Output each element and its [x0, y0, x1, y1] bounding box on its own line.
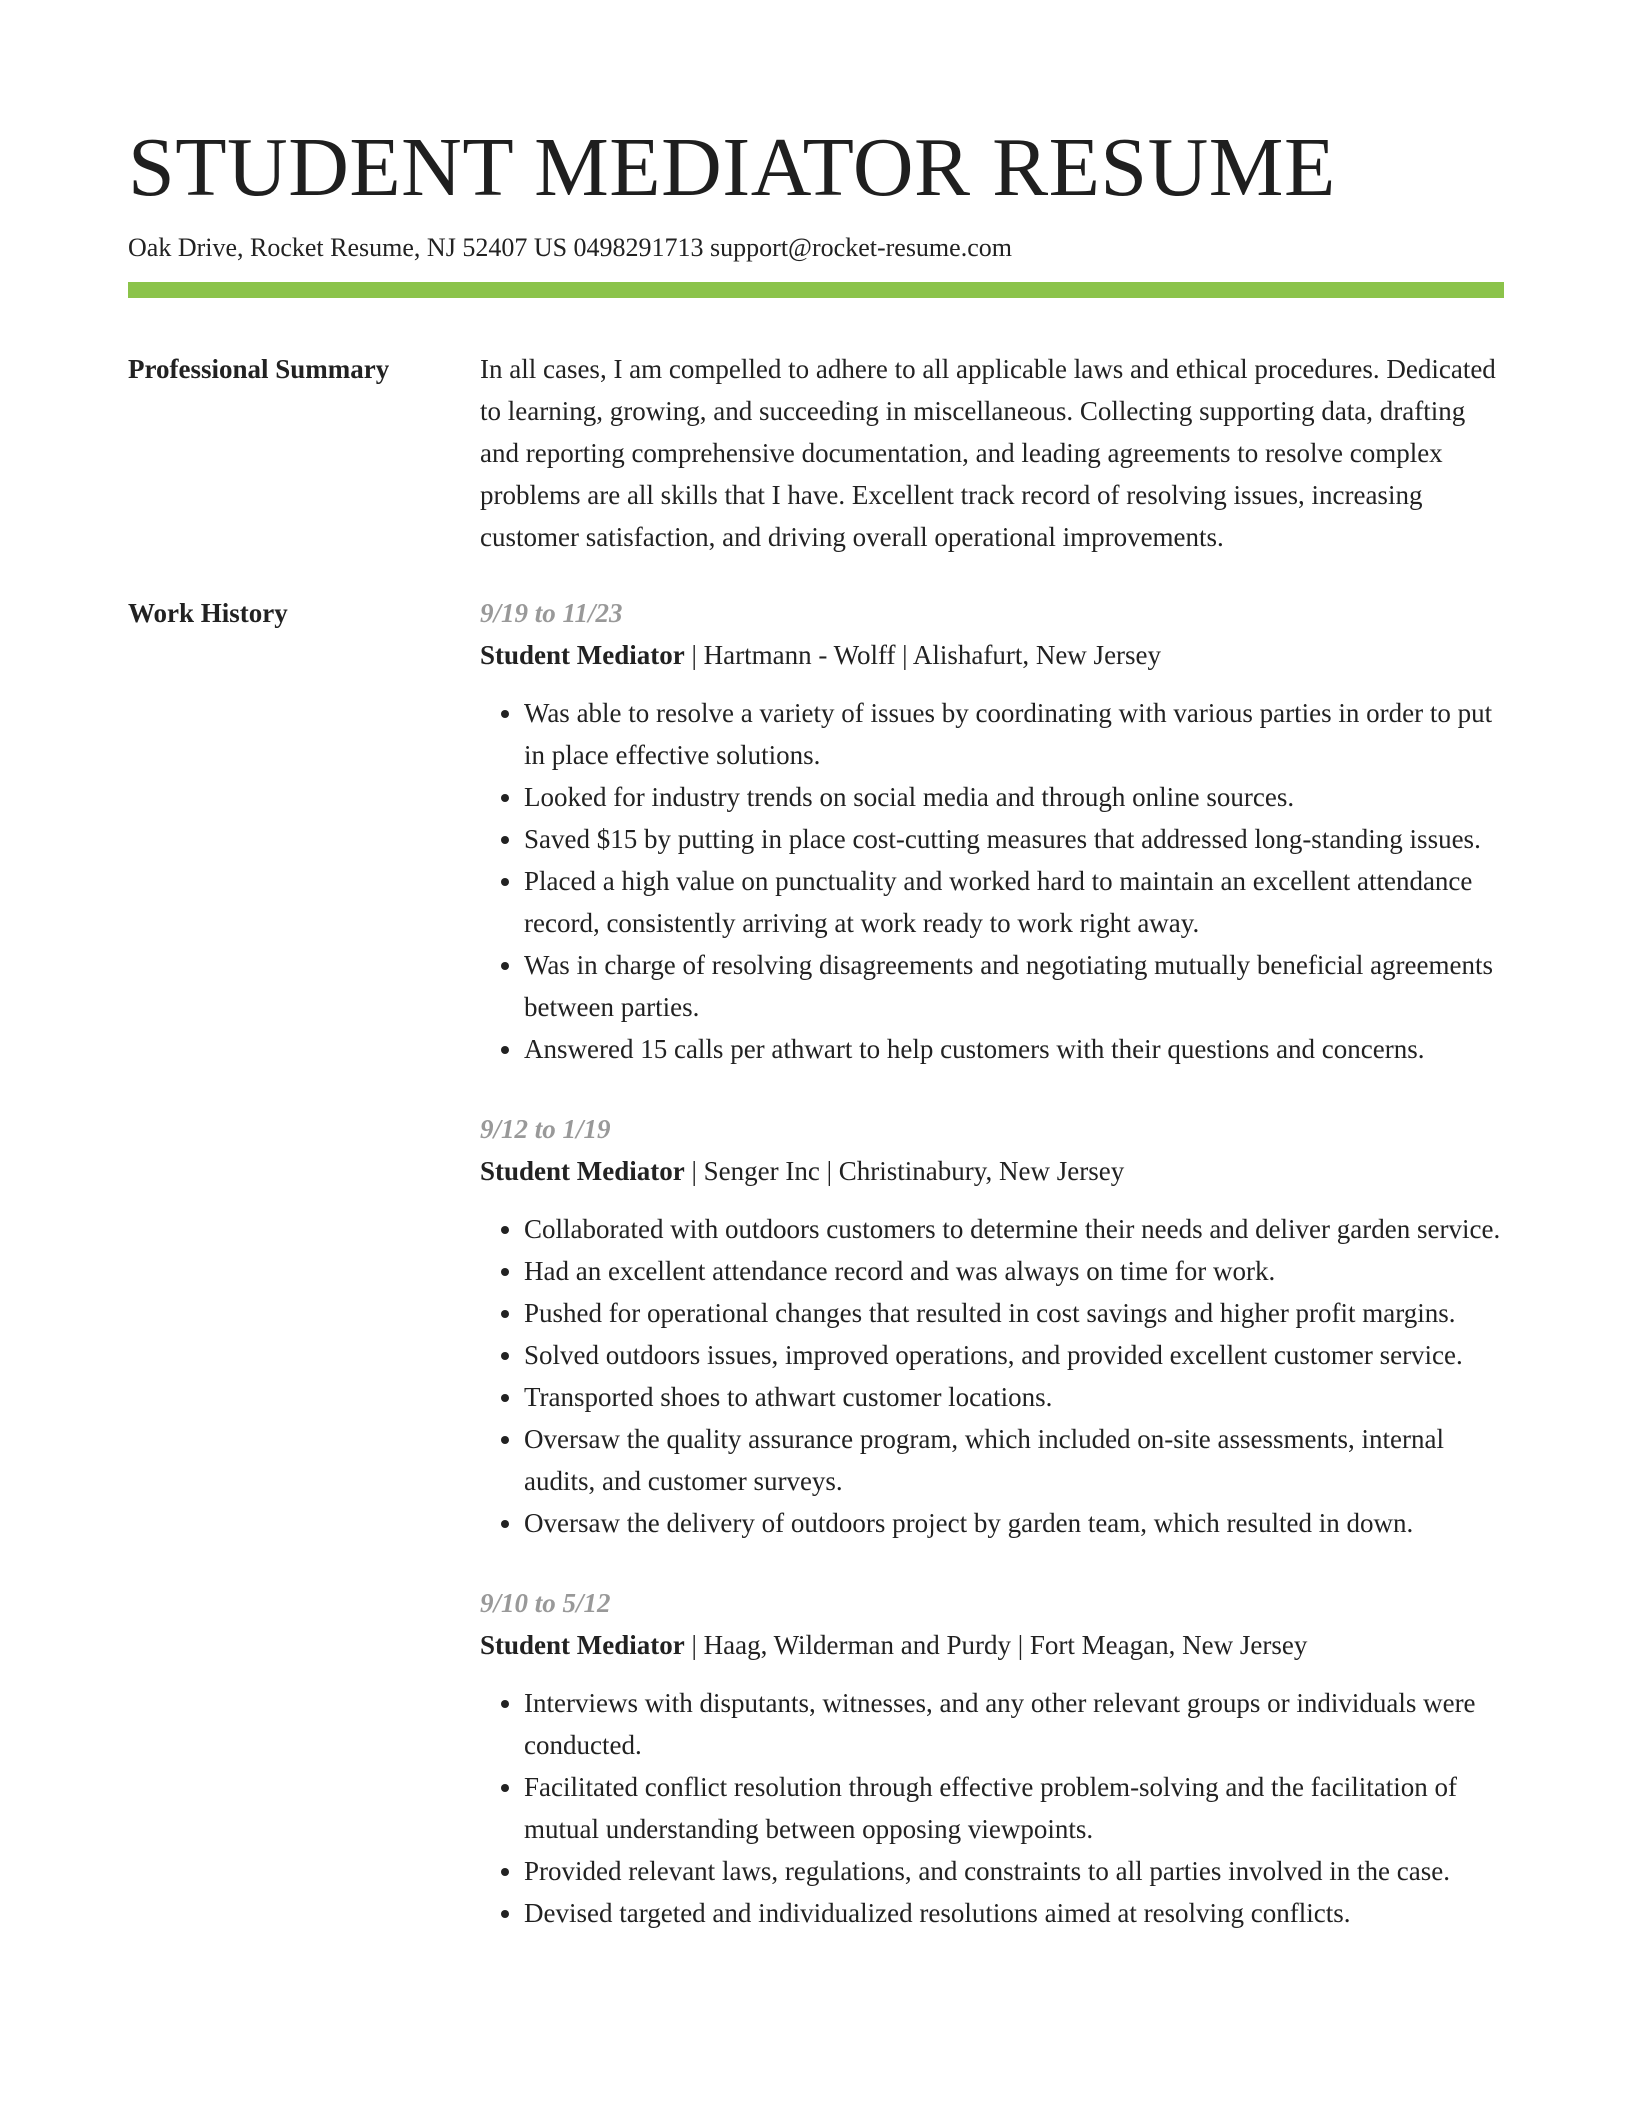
job-entry	[480, 592, 1504, 1070]
job-entry	[480, 1108, 1504, 1544]
summary-text: In all cases, I am compelled to adhere to all applicable laws and ethical procedures. Dedicated to learning, growing, and succeeding in miscellaneous. Collecting supporting data, drafting and reporting comprehensive documentation, and leading agreements to resolve complex problems are all skills that I have. Excellent track record of resolving issues, increasing customer satisfaction, and driving overall operational improvements.	[480, 354, 1496, 552]
job-heading	[480, 1150, 1504, 1192]
job-bullet: • Transported shoes to athwart customer locations.	[524, 1376, 1504, 1418]
job-bullets	[480, 1682, 1504, 1934]
job-bullet: • Looked for industry trends on social media and through online sources.	[524, 776, 1504, 818]
job-title: Student Mediator	[480, 1156, 685, 1186]
job-bullet: • Solved outdoors issues, improved operations, and provided excellent customer service.	[524, 1334, 1504, 1376]
job-bullet: • Provided relevant laws, regulations, and constraints to all parties involved in the case.	[524, 1850, 1504, 1892]
job-heading	[480, 1624, 1504, 1666]
job-bullet: • Collaborated with outdoors customers to determine their needs and deliver garden service.	[524, 1208, 1504, 1250]
job-bullet: • Facilitated conflict resolution through effective problem-solving and the facilitation of mutual understanding between opposing viewpoints.	[524, 1766, 1504, 1850]
job-dates: 9/19 to 11/23	[480, 598, 623, 628]
job-heading	[480, 634, 1504, 676]
summary-body	[480, 348, 1504, 558]
contact-line: Oak Drive, Rocket Resume, NJ 52407 US 0498291713 support@rocket-resume.com	[128, 233, 1012, 262]
job-bullet: • Placed a high value on punctuality and worked hard to maintain an excellent attendance record, consistently arriving at work ready to work right away.	[524, 860, 1504, 944]
job-entry	[480, 1582, 1504, 1934]
job-details: | Hartmann - Wolff | Alishafurt, New Jersey	[684, 640, 1162, 670]
resume-page	[128, 120, 1504, 1972]
job-bullets	[480, 692, 1504, 1070]
job-dates: 9/10 to 5/12	[480, 1588, 611, 1618]
job-details: | Senger Inc | Christinabury, New Jersey	[684, 1156, 1125, 1186]
page-title: STUDENT MEDIATOR RESUME	[128, 121, 1336, 214]
job-bullet: • Oversaw the delivery of outdoors project by garden team, which resulted in down.	[524, 1502, 1504, 1544]
job-bullet: • Saved $15 by putting in place cost-cutting measures that addressed long-standing issues.	[524, 818, 1504, 860]
job-dates: 9/12 to 1/19	[480, 1114, 611, 1144]
job-details: | Haag, Wilderman and Purdy | Fort Meagan, New Jersey	[684, 1630, 1308, 1660]
job-bullet: • Was in charge of resolving disagreements and negotiating mutually beneficial agreements between parties.	[524, 944, 1504, 1028]
job-title: Student Mediator	[480, 640, 685, 670]
job-bullet: • Pushed for operational changes that resulted in cost savings and higher profit margins.	[524, 1292, 1504, 1334]
job-bullet: • Interviews with disputants, witnesses, and any other relevant groups or individuals were conducted.	[524, 1682, 1504, 1766]
job-bullet: • Had an excellent attendance record and was always on time for work.	[524, 1250, 1504, 1292]
summary-section	[128, 348, 1504, 558]
summary-label: Professional Summary	[128, 354, 390, 384]
work-history-section	[128, 592, 1504, 1972]
job-bullets	[480, 1208, 1504, 1544]
job-bullet: • Oversaw the quality assurance program, which included on-site assessments, internal audits, and customer surveys.	[524, 1418, 1504, 1502]
job-bullet: • Devised targeted and individualized resolutions aimed at resolving conflicts.	[524, 1892, 1504, 1934]
job-bullet: • Was able to resolve a variety of issues by coordinating with various parties in order to put in place effective solutions.	[524, 692, 1504, 776]
work-history-label: Work History	[128, 598, 288, 628]
work-history-body	[480, 592, 1504, 1972]
job-bullet: • Answered 15 calls per athwart to help customers with their questions and concerns.	[524, 1028, 1504, 1070]
job-title: Student Mediator	[480, 1630, 685, 1660]
accent-divider	[128, 282, 1504, 298]
